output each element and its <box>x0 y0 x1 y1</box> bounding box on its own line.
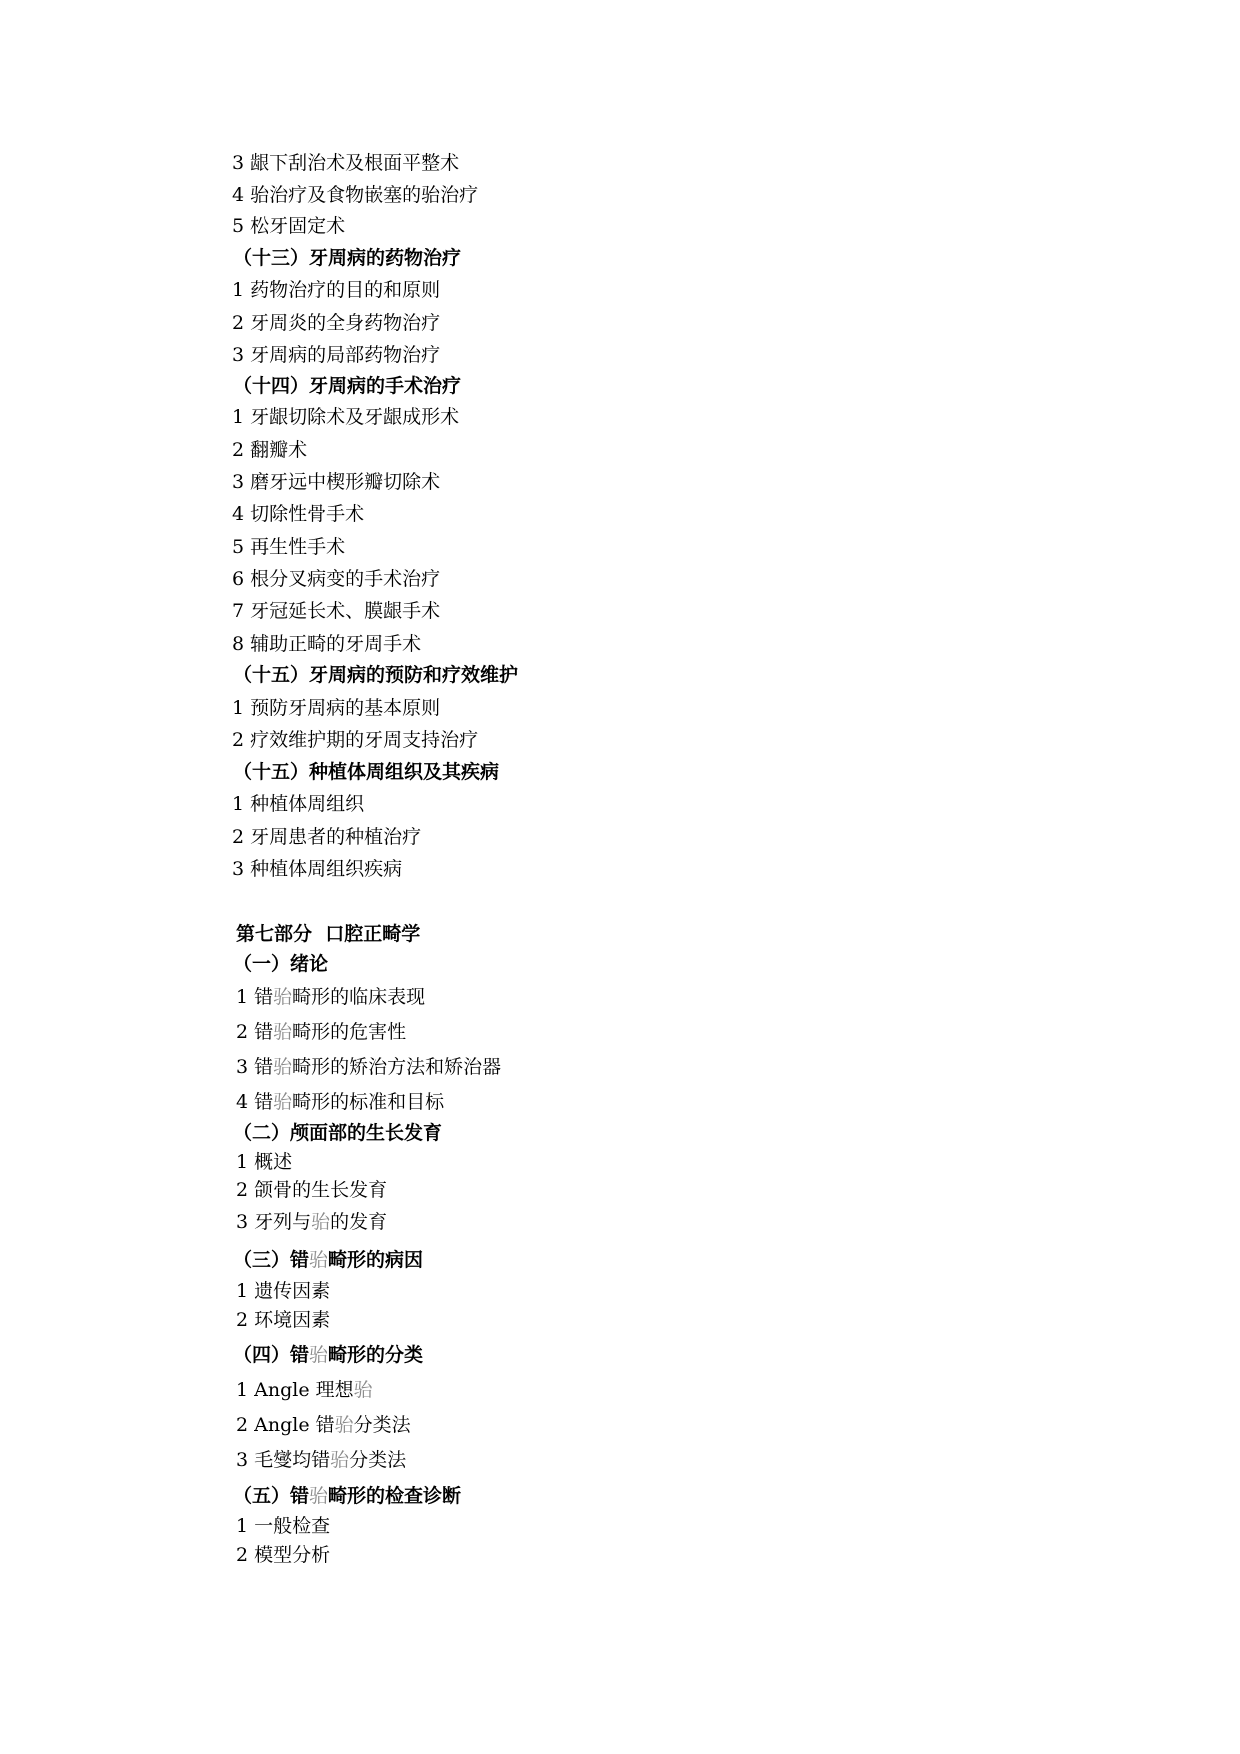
item-number: 1 <box>232 279 245 301</box>
item-text: 磨牙远中楔形瓣切除术 <box>250 471 441 493</box>
item-text: 毛燮均错 <box>254 1449 331 1471</box>
list-item <box>236 1055 501 1079</box>
item-text: 种植体周组织 <box>250 793 365 815</box>
item-text: 疗效维护期的牙周支持治疗 <box>250 729 479 751</box>
item-number: 7 <box>232 600 245 622</box>
item-number: 6 <box>232 568 245 590</box>
item-text: 牙列与 <box>254 1211 312 1233</box>
list-item <box>236 1413 411 1437</box>
item-number: 4 <box>236 1091 249 1113</box>
list-item <box>232 792 364 816</box>
item-text: 牙龈切除术及牙龈成形术 <box>250 406 460 428</box>
section-heading: （十三）牙周病的药物治疗 <box>233 247 462 269</box>
item-text: 错 <box>254 1056 274 1078</box>
item-text: 错 <box>254 1021 274 1043</box>
heading-text: （五）错 <box>233 1485 310 1507</box>
item-text: 错 <box>254 1091 274 1113</box>
item-number: 4 <box>232 503 245 525</box>
item-number: 2 <box>236 1544 249 1566</box>
item-text: 的发育 <box>330 1211 388 1233</box>
heading-text: 畸形的检查诊断 <box>328 1485 462 1507</box>
item-number: 1 <box>232 793 245 815</box>
item-text-gray: 骀 <box>334 1414 354 1436</box>
item-number: 2 <box>236 1021 249 1043</box>
item-text: 畸形的标准和目标 <box>292 1091 445 1113</box>
section-heading: （十五）种植体周组织及其疾病 <box>233 761 500 783</box>
item-number: 2 <box>236 1414 249 1436</box>
item-text-gray: 骀 <box>273 1056 293 1078</box>
heading-text-gray: 骀 <box>309 1249 329 1271</box>
list-item <box>232 311 440 335</box>
item-number: 1 <box>232 406 245 428</box>
list-item <box>236 1178 387 1202</box>
section-heading <box>233 1484 461 1508</box>
list-item <box>236 985 425 1009</box>
item-number: 1 <box>236 1515 249 1537</box>
list-item <box>232 599 440 623</box>
list-item <box>232 857 402 881</box>
item-number: 5 <box>232 536 245 558</box>
item-number: 2 <box>232 312 245 334</box>
item-text: 松牙固定术 <box>250 215 346 237</box>
list-item <box>236 1514 330 1538</box>
section-heading: （二）颅面部的生长发育 <box>233 1122 443 1144</box>
item-text-gray: 骀 <box>353 1379 373 1401</box>
list-item <box>232 405 459 429</box>
item-number: 5 <box>232 215 245 237</box>
item-text: 遗传因素 <box>254 1280 331 1302</box>
item-text: 牙周炎的全身药物治疗 <box>250 312 441 334</box>
item-number: 2 <box>232 439 245 461</box>
list-item <box>236 1279 330 1303</box>
list-item <box>232 151 459 175</box>
list-item <box>232 728 478 752</box>
item-text: 药物治疗的目的和原则 <box>250 279 441 301</box>
heading-text: （四）错 <box>233 1344 310 1366</box>
item-text: 颌骨的生长发育 <box>254 1179 388 1201</box>
list-item <box>236 1210 387 1234</box>
item-text: 预防牙周病的基本原则 <box>250 697 441 719</box>
item-number: 1 <box>236 1379 249 1401</box>
section-heading: （十四）牙周病的手术治疗 <box>233 375 462 397</box>
item-text-gray: 骀 <box>330 1449 350 1471</box>
item-text: 骀治疗及食物嵌塞的骀治疗 <box>250 184 479 206</box>
item-number: 1 <box>236 1151 249 1173</box>
section-heading: （十五）牙周病的预防和疗效维护 <box>233 664 519 686</box>
item-number: 1 <box>232 697 245 719</box>
heading-text-gray: 骀 <box>309 1485 329 1507</box>
item-number: 3 <box>236 1211 249 1233</box>
list-item <box>232 696 440 720</box>
list-item <box>236 1378 373 1402</box>
item-text: 根分叉病变的手术治疗 <box>250 568 441 590</box>
item-number: 3 <box>236 1449 249 1471</box>
item-text: 牙冠延长术、膜龈手术 <box>250 600 441 622</box>
item-text: 模型分析 <box>254 1544 331 1566</box>
list-item <box>232 278 440 302</box>
heading-text: 畸形的分类 <box>328 1344 424 1366</box>
item-number: 2 <box>236 1179 249 1201</box>
item-text: 翻瓣术 <box>250 439 308 461</box>
item-text: 辅助正畸的牙周手术 <box>250 633 422 655</box>
item-text: 畸形的临床表现 <box>292 986 426 1008</box>
section-heading: （一）绪论 <box>233 953 329 975</box>
item-number: 2 <box>232 729 245 751</box>
item-number: 1 <box>236 986 249 1008</box>
item-number: 4 <box>232 184 245 206</box>
item-number: 8 <box>232 633 245 655</box>
item-number: 2 <box>232 826 245 848</box>
item-number: 3 <box>232 471 245 493</box>
item-text: 切除性骨手术 <box>250 503 365 525</box>
list-item <box>236 1150 292 1174</box>
item-text: 概述 <box>254 1151 293 1173</box>
list-item <box>232 825 421 849</box>
list-item <box>232 535 345 559</box>
item-number: 3 <box>232 152 245 174</box>
item-text-gray: 骀 <box>273 1091 293 1113</box>
list-item <box>232 632 421 656</box>
list-item <box>236 1020 406 1044</box>
list-item <box>232 183 478 207</box>
item-text: 牙周病的局部药物治疗 <box>250 344 441 366</box>
item-text-gray: 骀 <box>273 1021 293 1043</box>
item-number: 3 <box>232 344 245 366</box>
item-text: 错 <box>254 986 274 1008</box>
list-item <box>232 343 440 367</box>
list-item <box>232 502 364 526</box>
item-text: 牙周患者的种植治疗 <box>250 826 422 848</box>
item-text: 种植体周组织疾病 <box>250 858 403 880</box>
item-number: 2 <box>236 1309 249 1331</box>
heading-text: （三）错 <box>233 1249 310 1271</box>
item-text: 分类法 <box>349 1449 407 1471</box>
list-item <box>236 1308 330 1332</box>
list-item <box>236 1543 330 1567</box>
item-text: 一般检查 <box>254 1515 331 1537</box>
list-item <box>232 438 307 462</box>
heading-text-gray: 骀 <box>309 1344 329 1366</box>
item-text: 龈下刮治术及根面平整术 <box>250 152 460 174</box>
item-number: 1 <box>236 1280 249 1302</box>
section-heading <box>233 1343 423 1367</box>
list-item <box>236 1090 444 1114</box>
item-text: Angle 错 <box>254 1414 335 1436</box>
item-text: 畸形的矫治方法和矫治器 <box>292 1056 502 1078</box>
list-item <box>232 470 440 494</box>
item-text: Angle 理想 <box>254 1379 354 1401</box>
section-heading <box>233 1248 423 1272</box>
list-item <box>232 567 440 591</box>
item-text: 环境因素 <box>254 1309 331 1331</box>
heading-text: 畸形的病因 <box>328 1249 424 1271</box>
item-text-gray: 骀 <box>311 1211 331 1233</box>
item-text: 再生性手术 <box>250 536 346 558</box>
part-title: 第七部分 口腔正畸学 <box>236 923 421 945</box>
list-item <box>236 1448 406 1472</box>
item-number: 3 <box>236 1056 249 1078</box>
item-text-gray: 骀 <box>273 986 293 1008</box>
item-text: 畸形的危害性 <box>292 1021 407 1043</box>
list-item <box>232 214 345 238</box>
item-text: 分类法 <box>353 1414 411 1436</box>
item-number: 3 <box>232 858 245 880</box>
